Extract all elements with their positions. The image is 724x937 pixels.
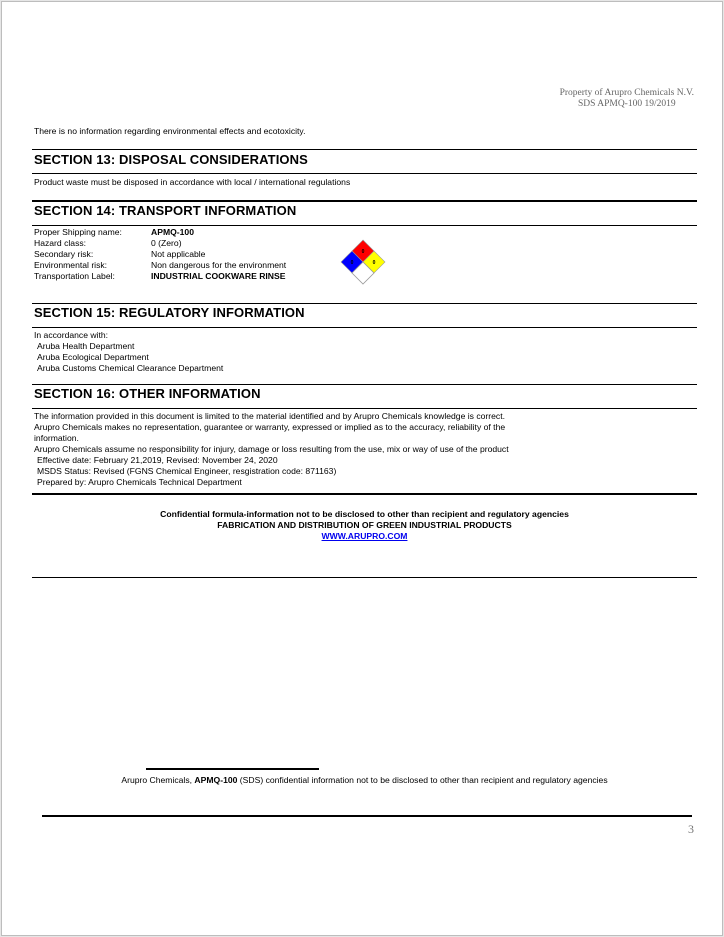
section-14-title: SECTION 14: TRANSPORT INFORMATION [34, 203, 297, 218]
divider [32, 327, 697, 328]
other-info-line: Arupro Chemicals assume no responsibility for injury, damage or loss resulting from the use, mix or way of use of the product [34, 444, 509, 454]
regulatory-item: Aruba Customs Chemical Clearance Department [37, 363, 224, 373]
nfpa-instability-value: 0 [372, 260, 376, 266]
transport-label: Transportation Label: [34, 271, 115, 281]
divider [32, 577, 697, 578]
transport-label: Proper Shipping name: [34, 227, 122, 237]
divider [32, 408, 697, 409]
header-doc-code: SDS APMQ-100 19/2019 [577, 99, 676, 109]
page-number: 3 [688, 822, 694, 836]
prepared-by-line: Prepared by: Arupro Chemicals Technical Department [37, 477, 242, 487]
divider [32, 173, 697, 174]
footer-prefix: Arupro Chemicals, [121, 775, 195, 785]
transport-value: Non dangerous for the environment [151, 260, 287, 270]
other-info-line: Arupro Chemicals makes no representation, guarantee or warranty, expressed or implied as to the accuracy, reliability of the [34, 422, 506, 432]
other-info-line: The information provided in this document is limited to the material identified and by Arupro Chemicals knowledge is correct. [34, 411, 505, 421]
website-link-wrapper [32, 531, 697, 542]
section-15-title: SECTION 15: REGULATORY INFORMATION [34, 305, 305, 320]
transport-label: Environmental risk: [34, 260, 108, 270]
company-tagline: FABRICATION AND DISTRIBUTION OF GREEN INDUSTRIAL PRODUCTS [217, 520, 512, 530]
header-property-line: Property of Arupro Chemicals N.V. [559, 88, 694, 98]
section-13-title: SECTION 13: DISPOSAL CONSIDERATIONS [34, 152, 308, 167]
divider [32, 303, 697, 304]
nfpa-flammability-value: 0 [361, 249, 365, 255]
footer-suffix: (SDS) confidential information not to be disclosed to other than recipient and regulatory agencies [237, 775, 608, 785]
transport-value: 0 (Zero) [151, 238, 182, 248]
transport-label: Secondary risk: [34, 249, 94, 259]
section-13-text: Product waste must be disposed in accordance with local / international regulations [34, 177, 351, 187]
regulatory-item: Aruba Ecological Department [37, 352, 149, 362]
divider [32, 200, 697, 202]
transport-value: INDUSTRIAL COOKWARE RINSE [151, 271, 286, 281]
msds-status-line: MSDS Status: Revised (FGNS Chemical Engineer, resgistration code: 871163) [37, 466, 337, 476]
transport-value: Not applicable [151, 249, 206, 259]
transport-label: Hazard class: [34, 238, 87, 248]
footer-confidential-text [32, 775, 697, 785]
section-16-title: SECTION 16: OTHER INFORMATION [34, 386, 261, 401]
footer-rule [42, 815, 692, 817]
section-15-intro: In accordance with: [34, 330, 109, 340]
nfpa-health-value: 0 [350, 260, 354, 266]
footer-product: APMQ-100 [194, 775, 238, 785]
nfpa-diamond-icon [339, 238, 389, 288]
ecotoxicity-text: There is no information regarding environmental effects and ecotoxicity. [34, 126, 306, 136]
divider [32, 149, 697, 150]
regulatory-item: Aruba Health Department [37, 341, 135, 351]
divider [32, 493, 697, 495]
page-header [560, 88, 694, 110]
footnote-separator [146, 768, 319, 770]
other-info-line: information. [34, 433, 79, 443]
effective-date-line: Effective date: February 21,2019, Revised: November 24, 2020 [37, 455, 278, 465]
divider [32, 384, 697, 385]
website-link[interactable]: WWW.ARUPRO.COM [321, 531, 408, 541]
document-page [1, 1, 723, 936]
transport-value: APMQ-100 [151, 227, 194, 237]
confidential-notice: Confidential formula-information not to be disclosed to other than recipient and regulatory agencies [160, 509, 569, 519]
divider [32, 225, 697, 226]
